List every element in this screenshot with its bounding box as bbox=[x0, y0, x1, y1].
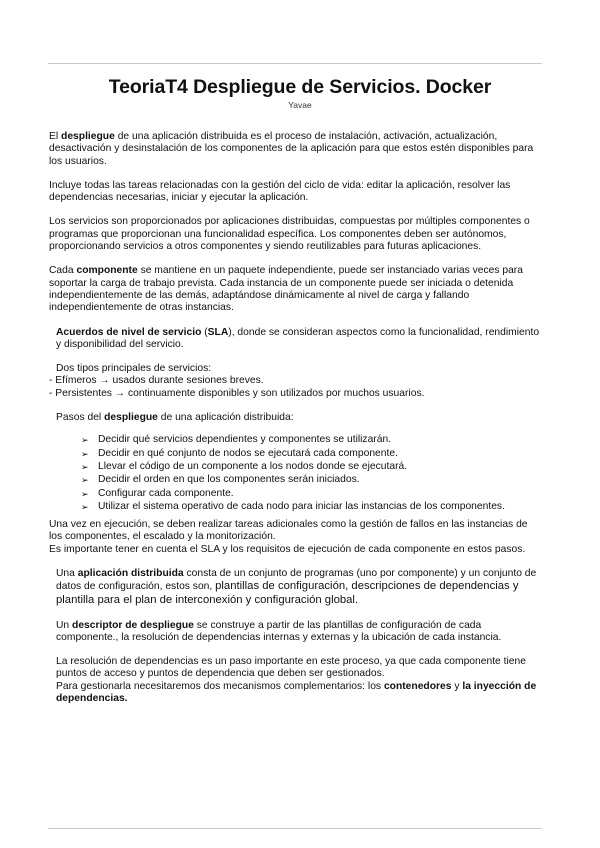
paragraph-deployment-descriptor: Un descriptor de despliegue se construye a partir de las plantillas de configuración de cada componente., la resolución de dependencias internas y externas y la ubicación de cada instancia. bbox=[56, 619, 502, 643]
bottom-divider bbox=[48, 828, 542, 829]
service-types-intro: Dos tipos principales de servicios: bbox=[56, 363, 212, 375]
list-item: ➢ Decidir el orden en que los componentes serán iniciados. bbox=[81, 474, 360, 486]
paragraph-definition: El despliegue de una aplicación distribuida es el proceso de instalación, activación, actualización, desactivación y desinstalación de los componentes de la aplicación para que estos estén disponibles para los usuarios. bbox=[49, 131, 534, 167]
arrow-bullet-icon: ➢ bbox=[81, 435, 89, 446]
paragraph-component: Cada componente se mantiene en un paquete independiente, puede ser instanciado varias veces para soportar la carga de trabajo prevista. Cada instancia de un componente puede ser iniciada o detenida independientemente de las demás, adaptándose dinámicamente al nivel de carga y fallando independientemente de otras instancias. bbox=[49, 265, 523, 314]
config-data-list: plantillas de configuración, descripciones de dependencias y plantilla para el plan de interconexión y configuración global. bbox=[56, 580, 519, 606]
term-componente: componente bbox=[76, 265, 138, 277]
document-body bbox=[49, 131, 543, 717]
paragraph-distributed-app: Una aplicación distribuida consta de un conjunto de programas (uno por componente) y un conjunto de datos de configuración, estos son, plantillas de configuración, descripciones de dependencias y plantilla para el plan de interconexión y configuración global. bbox=[56, 568, 537, 606]
term-descriptor: descriptor de despliegue bbox=[72, 619, 194, 631]
term-sla: SLA bbox=[207, 326, 229, 338]
top-divider bbox=[48, 63, 542, 64]
paragraph-execution: Una vez en ejecución, se deben realizar tareas adicionales como la gestión de fallos en las instancias de los componentes, el escalado y la monitorización. Es importante tener en cuenta el SLA y los requisitos de ejecución de cada componente en estos pasos. bbox=[49, 519, 528, 555]
arrow-bullet-icon: ➢ bbox=[81, 461, 89, 472]
list-item: ➢ Decidir qué servicios dependientes y componentes se utilizarán. bbox=[81, 434, 392, 446]
arrow-bullet-icon: ➢ bbox=[81, 448, 89, 459]
term-acuerdos: Acuerdos de nivel de servicio bbox=[56, 326, 202, 338]
list-item: ➢ Llevar el código de un componente a los nodos donde se ejecutará. bbox=[81, 460, 408, 472]
document-title: TeoriaT4 Despliegue de Servicios. Docker bbox=[108, 76, 492, 98]
steps-intro: Pasos del despliegue de una aplicación distribuida: bbox=[56, 412, 294, 424]
paragraph-lifecycle: Incluye todas las tareas relacionadas con la gestión del ciclo de vida: editar la aplicación, resolver las dependencias necesarias, iniciar y ejecutar la aplicación. bbox=[49, 179, 511, 204]
term-aplicacion-distribuida: aplicación distribuida bbox=[77, 568, 184, 580]
arrow-bullet-icon: ➢ bbox=[81, 501, 89, 512]
term-inyeccion: la inyección de dependencias. bbox=[56, 680, 537, 704]
paragraph-sla: Acuerdos de nivel de servicio (SLA), donde se consideran aspectos como la funcionalidad, rendimiento y disponibilidad del servicio. bbox=[56, 326, 540, 350]
service-types bbox=[49, 363, 543, 400]
term-contenedores: contenedores bbox=[383, 680, 452, 692]
paragraph-dependency-resolution: La resolución de dependencias es un paso importante en este proceso, ya que cada componente tiene puntos de acceso y puntos de dependencia que deben ser gestionados. Para gestionarla necesitaremos dos mecanismos complementarios: los contenedores y la inyección de dependencias. bbox=[56, 656, 537, 704]
list-item: ➢ Utilizar el sistema operativo de cada nodo para iniciar las instancias de los componentes. bbox=[81, 500, 505, 512]
list-item: ➢ Decidir en qué conjunto de nodos se ejecutará cada componente. bbox=[81, 447, 398, 459]
service-type-item: - Efímeros → usados durante sesiones breves. bbox=[49, 375, 264, 387]
list-item: ➢ Configurar cada componente. bbox=[81, 487, 234, 499]
author-name: Yavae bbox=[288, 100, 312, 110]
term-despliegue: despliegue bbox=[104, 412, 158, 424]
deployment-steps-list bbox=[49, 434, 543, 513]
arrow-bullet-icon: ➢ bbox=[81, 475, 89, 486]
term-despliegue: despliegue bbox=[61, 131, 115, 142]
paragraph-services: Los servicios son proporcionados por aplicaciones distribuidas, compuestas por múltiples componentes o programas que proporcionan una funcionalidad específica. Los componentes deben ser autónomos, proporcionando servicios a otros componentes y siendo reutilizables para futuras aplicaciones. bbox=[49, 216, 530, 253]
arrow-bullet-icon: ➢ bbox=[81, 488, 89, 499]
service-type-item: - Persistentes → continuamente disponibles y son utilizados por muchos usuarios. bbox=[49, 387, 425, 399]
